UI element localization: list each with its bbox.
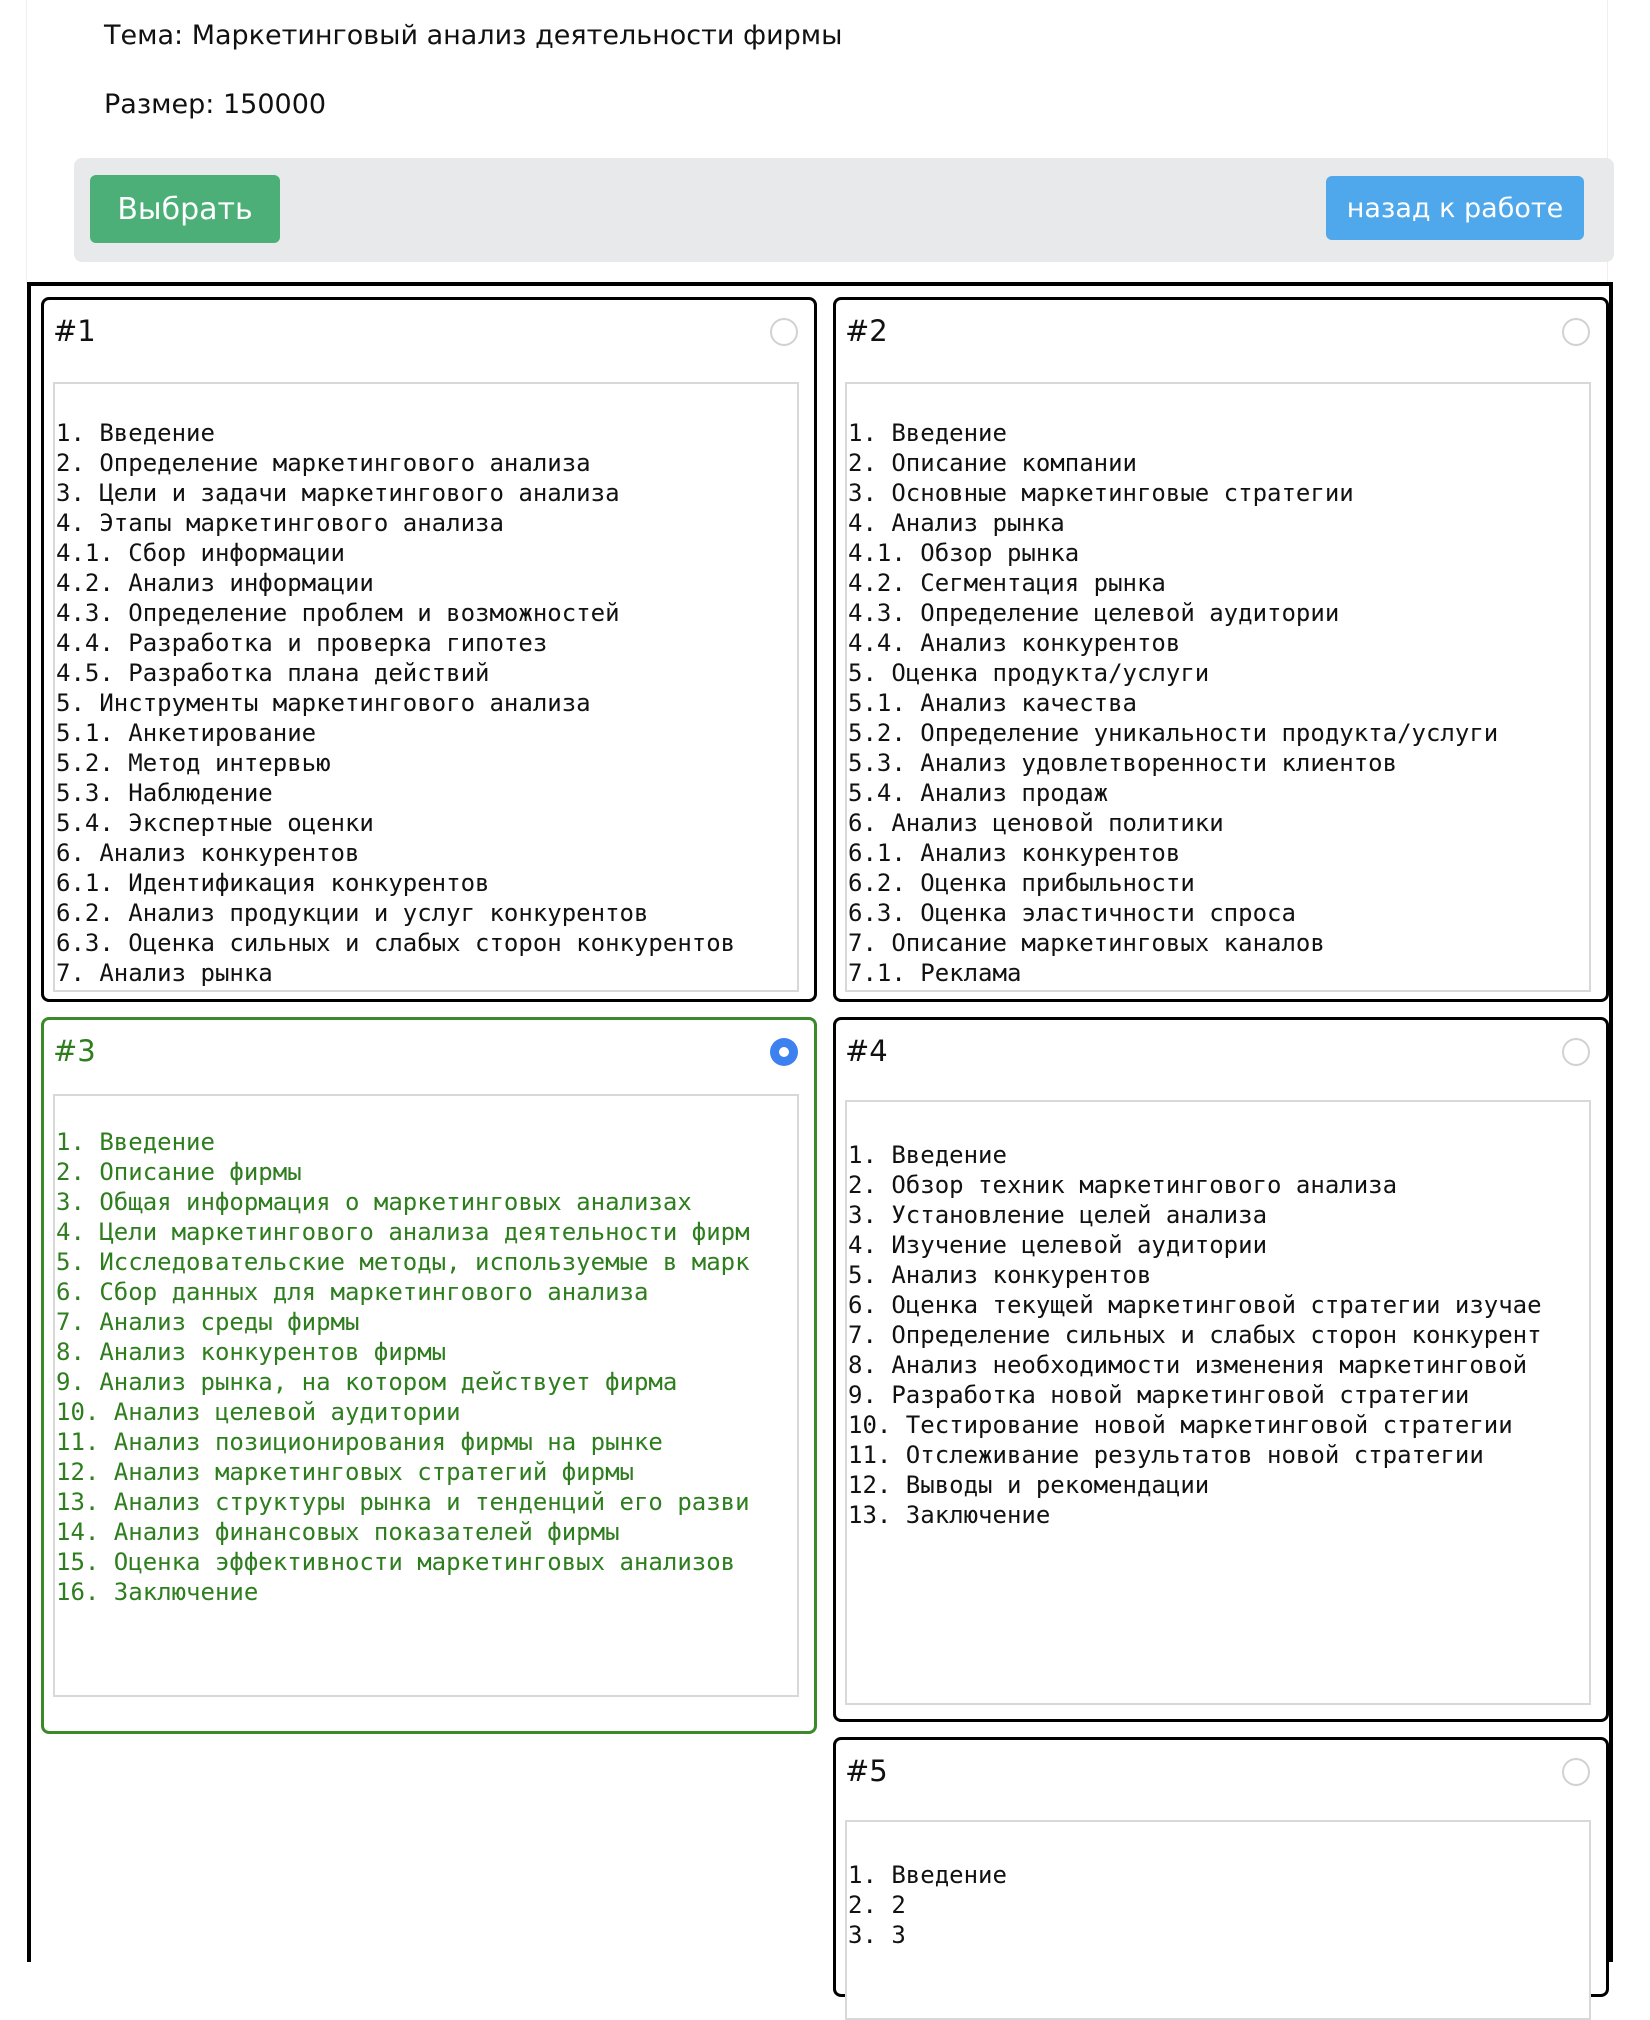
size-text: Размер: 150000 bbox=[104, 89, 327, 120]
plan-text-area[interactable] bbox=[845, 1820, 1591, 2020]
work-info-panel bbox=[26, 0, 1608, 284]
plan-radio-button[interactable] bbox=[1562, 1038, 1590, 1066]
select-button[interactable]: Выбрать bbox=[90, 175, 280, 243]
plan-line: 5.1. Анкетирование bbox=[56, 719, 317, 747]
plan-line: 5.2. Метод интервью bbox=[56, 749, 331, 777]
plan-line: 6. Анализ конкурентов bbox=[56, 839, 360, 867]
plan-line: 1. Введение bbox=[848, 1861, 1007, 1889]
plan-line: 5. Исследовательские методы, используемые в марк bbox=[56, 1248, 750, 1276]
plan-card-3[interactable] bbox=[41, 1017, 817, 1734]
plan-line: 6. Оценка текущей маркетинговой стратегии изучае bbox=[848, 1291, 1542, 1319]
plan-line: 6.3. Оценка эластичности спроса bbox=[848, 899, 1296, 927]
plan-line: 5.4. Анализ продаж bbox=[848, 779, 1109, 807]
plan-line: 4.4. Разработка и проверка гипотез bbox=[56, 629, 548, 657]
plan-text-area[interactable] bbox=[53, 382, 799, 992]
plan-line: 2. Описание компании bbox=[848, 449, 1137, 477]
plan-line: 5.3. Наблюдение bbox=[56, 779, 273, 807]
card-number: #4 bbox=[845, 1034, 888, 1068]
plan-line: 4.1. Сбор информации bbox=[56, 539, 345, 567]
plan-card-2[interactable] bbox=[833, 297, 1609, 1002]
plan-line: 7. Анализ среды фирмы bbox=[56, 1308, 360, 1336]
plan-line: 6.2. Анализ продукции и услуг конкурентов bbox=[56, 899, 649, 927]
plan-line: 9. Разработка новой маркетинговой стратегии bbox=[848, 1381, 1470, 1409]
plan-line: 3. Основные маркетинговые стратегии bbox=[848, 479, 1354, 507]
plan-line: 12. Выводы и рекомендации bbox=[848, 1471, 1210, 1499]
plan-line: 11. Анализ позиционирования фирмы на рынке bbox=[56, 1428, 663, 1456]
plan-line: 3. Цели и задачи маркетингового анализа bbox=[56, 479, 620, 507]
plan-line: 5. Анализ конкурентов bbox=[848, 1261, 1152, 1289]
plan-line: 4. Изучение целевой аудитории bbox=[848, 1231, 1268, 1259]
plan-radio-button[interactable] bbox=[770, 318, 798, 346]
plan-line: 3. Общая информация о маркетинговых анализах bbox=[56, 1188, 692, 1216]
plan-radio-button[interactable] bbox=[770, 1038, 798, 1066]
plan-line: 6.2. Оценка прибыльности bbox=[848, 869, 1195, 897]
plan-line: 4.1. Обзор рынка bbox=[848, 539, 1080, 567]
plan-line: 8. Анализ необходимости изменения маркетинговой bbox=[848, 1351, 1528, 1379]
card-number: #5 bbox=[845, 1754, 888, 1788]
plan-line: 8. Анализ конкурентов фирмы bbox=[56, 1338, 447, 1366]
plan-radio-button[interactable] bbox=[1562, 318, 1590, 346]
topic-text: Тема: Маркетинговый анализ деятельности фирмы bbox=[104, 20, 843, 51]
plan-line: 7.1. Реклама bbox=[848, 959, 1022, 987]
card-number: #2 bbox=[845, 314, 888, 348]
plan-line: 5.2. Определение уникальности продукта/услуги bbox=[848, 719, 1499, 747]
plan-line: 7. Описание маркетинговых каналов bbox=[848, 929, 1325, 957]
plan-line: 3. 3 bbox=[848, 1921, 906, 1949]
plan-line: 5. Инструменты маркетингового анализа bbox=[56, 689, 591, 717]
plan-line: 2. Определение маркетингового анализа bbox=[56, 449, 591, 477]
plan-line: 16. Заключение bbox=[56, 1578, 259, 1606]
plan-text-area[interactable] bbox=[53, 1094, 799, 1697]
plan-line: 12. Анализ маркетинговых стратегий фирмы bbox=[56, 1458, 634, 1486]
plan-line: 6. Анализ ценовой политики bbox=[848, 809, 1224, 837]
back-to-work-button[interactable]: назад к работе bbox=[1326, 176, 1584, 240]
plan-line: 3. Установление целей анализа bbox=[848, 1201, 1268, 1229]
plan-text-area[interactable] bbox=[845, 382, 1591, 992]
plan-line: 2. Обзор техник маркетингового анализа bbox=[848, 1171, 1398, 1199]
plan-line: 6.3. Оценка сильных и слабых сторон конкурентов bbox=[56, 929, 736, 957]
plan-card-4[interactable] bbox=[833, 1017, 1609, 1722]
plan-line: 2. Описание фирмы bbox=[56, 1158, 302, 1186]
plan-line: 1. Введение bbox=[848, 419, 1007, 447]
plan-line: 6. Сбор данных для маркетингового анализа bbox=[56, 1278, 649, 1306]
plan-radio-button[interactable] bbox=[1562, 1758, 1590, 1786]
plan-line: 6.1. Идентификация конкурентов bbox=[56, 869, 490, 897]
plan-line: 5.1. Анализ качества bbox=[848, 689, 1137, 717]
plan-line: 13. Анализ структуры рынка и тенденций его разви bbox=[56, 1488, 750, 1516]
plan-card-5[interactable] bbox=[833, 1737, 1609, 1997]
plan-line: 4.3. Определение целевой аудитории bbox=[848, 599, 1340, 627]
plan-line: 11. Отслеживание результатов новой стратегии bbox=[848, 1441, 1484, 1469]
action-toolbar bbox=[74, 158, 1614, 262]
plan-line: 10. Анализ целевой аудитории bbox=[56, 1398, 461, 1426]
plan-line: 13. Заключение bbox=[848, 1501, 1051, 1529]
plan-line: 15. Оценка эффективности маркетинговых анализов bbox=[56, 1548, 736, 1576]
plan-line: 9. Анализ рынка, на котором действует фирма bbox=[56, 1368, 678, 1396]
plans-grid bbox=[27, 282, 1613, 1962]
card-number: #1 bbox=[53, 314, 96, 348]
plan-line: 1. Введение bbox=[56, 419, 215, 447]
plan-line: 7. Определение сильных и слабых сторон конкурент bbox=[848, 1321, 1542, 1349]
plan-line: 4.3. Определение проблем и возможностей bbox=[56, 599, 620, 627]
plan-line: 4. Этапы маркетингового анализа bbox=[56, 509, 504, 537]
plan-line: 4. Анализ рынка bbox=[848, 509, 1065, 537]
plan-line: 1. Введение bbox=[848, 1141, 1007, 1169]
plan-line: 1. Введение bbox=[56, 1128, 215, 1156]
plan-line: 14. Анализ финансовых показателей фирмы bbox=[56, 1518, 620, 1546]
plan-line: 4.4. Анализ конкурентов bbox=[848, 629, 1181, 657]
card-number: #3 bbox=[53, 1034, 96, 1068]
plan-text-area[interactable] bbox=[845, 1100, 1591, 1705]
plan-line: 4.2. Анализ информации bbox=[56, 569, 374, 597]
plan-line: 4.5. Разработка плана действий bbox=[56, 659, 490, 687]
plan-line: 10. Тестирование новой маркетинговой стратегии bbox=[848, 1411, 1513, 1439]
plan-line: 4. Цели маркетингового анализа деятельности фирм bbox=[56, 1218, 750, 1246]
plan-card-1[interactable] bbox=[41, 297, 817, 1002]
plan-line: 5. Оценка продукта/услуги bbox=[848, 659, 1210, 687]
plan-line: 5.3. Анализ удовлетворенности клиентов bbox=[848, 749, 1398, 777]
plan-line: 4.2. Сегментация рынка bbox=[848, 569, 1166, 597]
plan-line: 7. Анализ рынка bbox=[56, 959, 273, 987]
plan-line: 6.1. Анализ конкурентов bbox=[848, 839, 1181, 867]
plan-line: 2. 2 bbox=[848, 1891, 906, 1919]
plan-line: 5.4. Экспертные оценки bbox=[56, 809, 374, 837]
